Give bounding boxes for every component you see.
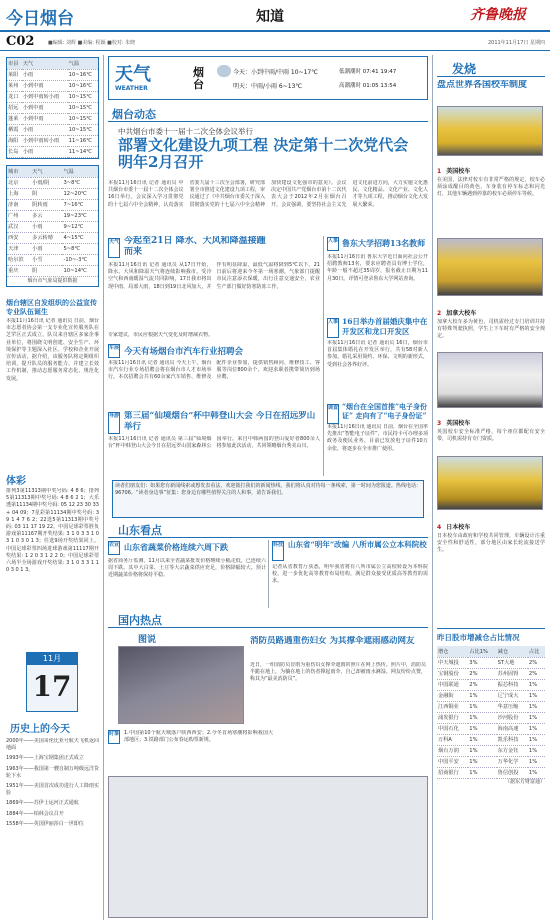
cell: 海南高速	[497, 723, 528, 734]
cell: 长岛	[7, 146, 22, 157]
news-headline: 部署文化建设九项工程 决定第十二次党代会明年2月召开	[118, 137, 409, 171]
cell: 3~8℃	[62, 177, 98, 188]
cell: 海阳	[7, 135, 22, 146]
cell: 1%	[528, 679, 545, 690]
cell: 占比	[528, 646, 545, 657]
bus-photo-3	[437, 352, 543, 408]
paper-section-title: 今日烟台	[6, 9, 74, 29]
cell: 沙河股份	[497, 712, 528, 723]
right-item	[437, 410, 545, 443]
cell: 1%	[468, 734, 496, 745]
ecard-title: “烟台在全国首推”电子身份证” 走向有了“电子身份证”	[342, 402, 428, 420]
cell: 3%	[468, 657, 496, 668]
shandong-a2-body: 记者从省教育厅获悉，明年我省将有八所市属公立高校转设为本科院校，进一步优化高等教育布局结构，满足群众接受优质高等教育的需求。	[272, 564, 428, 585]
history-item: 2000年——美国哥伦比亚号航天飞机返回地面	[6, 738, 99, 752]
news-lead: 本报11月16日讯 记者 通讯员 中共烟台市委十一届十二次全体会议16日举行。会议深入学习贯彻党的十七届六中全会精神，认真落实省委九届十三次全会部署，研究部署全市推进文化建设九项工程，审议通过了《中共烟台市委关于深入贯彻落实党的十七届六中全会精神加快建设文化强市的意见》。会议决定中国共产党烟台市第十二次代表大会于2012年2月在烟台召开。会议强调，要坚持社会主义先进文化前进方向，大力实施文化惠民、文化精品、文化产业、文化人才等九项工程，推动烟台文化大发展大繁荣。	[108, 180, 428, 208]
photo-label: 图说	[138, 635, 157, 645]
history-list	[6, 738, 99, 918]
table-row	[7, 69, 98, 80]
cell: 小到中雨	[22, 102, 68, 113]
table-row	[7, 243, 98, 254]
history-item: 1884年——柏林会议召开	[6, 810, 64, 817]
table-row	[437, 734, 545, 745]
ceremony-title: 16日举办首届婚庆集中在开发区和龙口开发区	[342, 317, 428, 336]
cold-extra: 专家建议，市民应根据天气变化及时增减衣物。	[108, 332, 214, 338]
cell: 1%	[468, 690, 496, 701]
table-row	[7, 221, 98, 232]
cell: 华意压缩	[497, 701, 528, 712]
history-item: 1558年——英国伊丽莎白一世即位	[6, 820, 84, 827]
shandong-section-label: 山东看点	[118, 524, 162, 537]
cell: 栖霞	[7, 124, 22, 135]
auto-body: 本报11月16日讯 记者 通讯员 今天上午，烟台市汽车行业专场招聘会将在烟台市人才市场举行。本次招聘会共有60余家汽车销售、维修及配件企业参加，提供销售顾问、维修技工、客服等岗位800余个，欢迎求职者携带简历到场应聘。	[108, 360, 320, 381]
cell: 10~14℃	[62, 265, 98, 276]
table-row	[437, 767, 545, 778]
cell: 振芯科技	[497, 679, 528, 690]
cell: 鲁信创投	[497, 767, 528, 778]
cell: 莱阳	[7, 69, 22, 80]
table-row	[7, 254, 98, 265]
cell: 9~12℃	[62, 221, 98, 232]
cell: 小雨	[31, 221, 62, 232]
cell: 中天城投	[437, 657, 468, 668]
cell: 2%	[528, 657, 545, 668]
col-header: 气温	[68, 58, 98, 69]
table-row	[7, 113, 98, 124]
item-number: 1	[437, 168, 442, 175]
table-row	[7, 177, 98, 188]
page-number: C02	[6, 34, 35, 49]
cell: 10~15℃	[68, 91, 98, 102]
guide-body: 本报11月16日讯 记者 通讯员 第三届“仙境烟台”杯中韩登山大会今日在招远罗山国家森林公园举行。来自中韩两国的登山爱好者800余人将参加此次活动，共同领略烟台秀美山川。	[108, 436, 320, 450]
history-item: 1993年——上海宝钢集团正式成立	[6, 755, 84, 762]
cell: 辽宁成大	[497, 690, 528, 701]
cell: 阴	[31, 188, 62, 199]
cell: 小到中雨转小雨	[22, 91, 68, 102]
section-label: 知道	[256, 9, 284, 25]
col-header: 市县	[7, 58, 22, 69]
right-title: 盘点世界各国校车制度	[437, 80, 528, 90]
item-number: 4	[437, 524, 442, 531]
cell: 万科A	[437, 734, 468, 745]
cell: 小到中雨	[22, 113, 68, 124]
cell: 凯乐科技	[497, 734, 528, 745]
cell: 浦发银行	[437, 712, 468, 723]
col-header: 气温	[62, 166, 98, 177]
guide-title: 第三届“仙境烟台”杯中韩登山大会 今日在招远罗山举行	[124, 411, 316, 432]
item-body: 加拿大校车多为黄色，司机需经过专门培训并持有特殊驾驶执照，学生上下车时有严格的安全规定。	[437, 319, 545, 340]
cell: 阴	[31, 265, 62, 276]
cell: 东方金钰	[497, 745, 528, 756]
cell: 小到中雨	[22, 80, 68, 91]
table-row	[437, 723, 545, 734]
cell: 1%	[528, 723, 545, 734]
col-header: 天气	[22, 58, 68, 69]
cell: 7~16℃	[62, 199, 98, 210]
history-title: 历史上的今天	[10, 724, 70, 735]
cell: 占比1%	[468, 646, 496, 657]
table-row	[7, 80, 98, 91]
table-row	[7, 265, 98, 276]
national-body: 近日，一组消防员冒雨为重伤妇女撑伞遮雨的照片在网上热传。照片中，消防员半跪在地上，为躺在地上的伤者撑起雨伞，自己却被雨水淋湿。网友纷纷点赞，称其为“最美消防员”。	[250, 662, 426, 683]
cell: 中国石化	[437, 723, 468, 734]
history-item: 1963年——我国第一艘自制万吨级远洋货轮下水	[6, 765, 99, 779]
bus-photo-4	[437, 456, 543, 510]
cold-body: 本报11月16日讯 记者 通讯员 从17日开始，降水、大风和降温天气将连续影响我市。受冷空气和西南暖湿气流共同影响，17日我市将出现中雨、局部大雨，18日到19日北风加大，并伴有明显降温，最低气温将降到5℃以下。21日前后将迎来今冬第一场寒潮。气象部门提醒市民注意添衣保暖，出行注意交通安全，农业生产部门做好防寒防冻工作。	[108, 262, 320, 290]
cell: 1%	[528, 756, 545, 767]
cell: 苏州固锝	[497, 668, 528, 679]
cell: 1%	[528, 734, 545, 745]
tide-high: 高潮潮时 01:05 13:54	[339, 83, 397, 89]
cell: 中国平安	[437, 756, 468, 767]
news-photo	[118, 646, 244, 724]
cell: 增仓	[437, 646, 468, 657]
table-row	[7, 146, 98, 157]
weather-box	[108, 56, 428, 100]
cell: 1%	[528, 745, 545, 756]
table-row	[437, 712, 545, 723]
cell: 招商银行	[437, 767, 468, 778]
shandong-a1-body: 据省商务厅监测，11月以来全省蔬菜批发价格继续小幅走低，已连续六周下跌。其中大白菜、土豆等大宗蔬菜供应充足，价格降幅较大。预计近期蔬菜价格将保持平稳。	[108, 558, 266, 579]
cell: 1%	[528, 712, 545, 723]
col-header: 天气	[31, 166, 62, 177]
weather-sub: WEATHER	[115, 85, 148, 92]
national-title: 消防员路遇重伤妇女 为其撑伞遮雨感动网友	[250, 636, 415, 646]
bus-photo-1	[437, 106, 543, 156]
cell: 小雨	[31, 243, 62, 254]
city-weather-table	[6, 57, 99, 159]
reader-notice: 读者们朋友们：如果您有新闻线索或想发表看法，欢迎拨打我们的新闻热线，我们将认真对待每一条线索，第一时间为您报道。热线电话：96706。“读者身边事”征集：您身边有哪些值得关注的人和事，请告诉我们。	[112, 480, 424, 518]
cell: 武汉	[7, 221, 31, 232]
cell: 宝钢股份	[437, 668, 468, 679]
weather-source: 烟台市气象局提供数据	[27, 277, 78, 284]
shandong-a2-title: 山东省“明年”改编 八所市属公立本科院校	[288, 540, 427, 549]
table-row	[437, 646, 545, 657]
cell: 万华化学	[497, 756, 528, 767]
cell: 10~15℃	[68, 113, 98, 124]
cell: 1%	[468, 712, 496, 723]
table-row	[437, 756, 545, 767]
table-row	[437, 668, 545, 679]
weather-tomorrow: 明天：中雨/小雨 6~13℃	[233, 83, 303, 90]
table-row	[7, 232, 98, 243]
recruit-body: 本报11月16日讯 鲁东大学近日面向社会公开招聘教师13名，要求应聘者具有博士学位，年龄一般不超过35周岁，报名截止日期为11月30日。详情可登录鲁东大学网站查询。	[327, 254, 428, 282]
cell: 中国联通	[437, 679, 468, 690]
cell: 小雨	[22, 69, 68, 80]
cold-title: 今起至21日 降水、大风和降温接踵而来	[124, 236, 266, 257]
recruit-tag: 人事	[327, 237, 339, 251]
cell: 1%	[468, 767, 496, 778]
table-row	[7, 135, 98, 146]
item-number: 2	[437, 310, 442, 317]
table-row	[7, 102, 98, 113]
weather-rain-icon	[217, 65, 231, 77]
table-row	[437, 690, 545, 701]
national-section-label: 国内热点	[118, 614, 162, 627]
weather-label: 天气	[115, 64, 151, 85]
table-row	[7, 124, 98, 135]
cell: 1%	[528, 701, 545, 712]
cell: 1%	[528, 767, 545, 778]
right-item	[437, 300, 545, 341]
page-meta: ■编辑: 刘辉 ■美编: 程颖 ■校对: 朱晓	[48, 40, 136, 46]
cell: -10~-3℃	[62, 254, 98, 265]
table-row	[437, 701, 545, 712]
shandong-a1-tag: 农业	[108, 541, 120, 555]
cell: 天津	[7, 243, 31, 254]
masthead	[0, 0, 550, 32]
cell: 小雨/阴	[31, 177, 62, 188]
cell: 小雪	[31, 254, 62, 265]
cell: 4~15℃	[62, 232, 98, 243]
cell: 西安	[7, 232, 31, 243]
cell: 招远	[7, 102, 22, 113]
cell: 19~23℃	[62, 210, 98, 221]
news-kicker: 中共烟台市委十一届十二次全体会议举行	[118, 127, 253, 136]
table-row	[7, 199, 98, 210]
history-item: 1869年——苏伊士运河正式通航	[6, 800, 79, 807]
news-section-label: 烟台动态	[112, 108, 156, 121]
cell: 蓬莱	[7, 113, 22, 124]
cell: 1%	[468, 756, 496, 767]
weather-today: 今天：小到中雨/中雨 10~17℃	[233, 69, 318, 76]
cell: 烟台万润	[437, 745, 468, 756]
cell: 江西铜业	[437, 701, 468, 712]
col-header: 城市	[7, 166, 31, 177]
cell: ST大地	[497, 657, 528, 668]
cell: 2%	[468, 679, 496, 690]
item-country: 英国校车	[446, 420, 471, 427]
national-a2-tag: 时事	[108, 730, 120, 744]
table-row	[437, 745, 545, 756]
item-country: 日本校车	[446, 524, 471, 531]
ceremony-tag: 人事	[327, 318, 339, 338]
recruit-title: 鲁东大学招聘13名教师	[342, 238, 426, 248]
national-a2-body: 1.中国第10个航天城落户陕西西安；2.今冬首场寒潮将影响我国大部地区；3.铁路部门公布春运购票新规。	[124, 730, 273, 744]
item-number: 3	[437, 420, 442, 427]
bus-photo-2	[437, 238, 543, 296]
shandong-a1-title: 山东省蔬菜价格连续六周下跌	[124, 542, 228, 552]
table-row	[7, 188, 98, 199]
cell: 阴转雨	[31, 199, 62, 210]
newspaper-logo: 齐鲁晚报	[470, 7, 526, 23]
date-day: 17	[32, 670, 72, 703]
auto-title: 今天有场烟台市汽车行业招聘会	[124, 347, 244, 357]
cell: 多云转晴	[31, 232, 62, 243]
cell: 减仓	[497, 646, 528, 657]
cell: 5~8℃	[62, 243, 98, 254]
right-item	[437, 158, 545, 199]
date-month: 11月	[27, 653, 77, 665]
left-story-body: 本报11月16日讯 记者 通讯员 日前，烟台市志愿者协会第一支专业化宣传服务队在芝罘区正式成立，队员来自辖区多家企事业单位，将围绕文明创建、安全生产、环境保护等主题深入社区、学校和企业开展宣传活动。据介绍，该服务队将定期组织培训，提升队员的服务能力，并建立长效工作机制，推动志愿服务常态化、规范化发展。	[6, 318, 99, 382]
stocks-note: （据东方财富通）	[504, 778, 545, 785]
item-country: 加拿大校车	[446, 310, 477, 317]
cell: 多云	[31, 210, 62, 221]
cell: 广州	[7, 210, 31, 221]
stocks-table	[437, 646, 545, 786]
cell: 上海	[7, 188, 31, 199]
cold-tag: 天气	[108, 238, 120, 258]
table-row	[437, 679, 545, 690]
cell: 哈尔滨	[7, 254, 31, 265]
cell: 10~16℃	[68, 80, 98, 91]
tide-low: 低潮潮时 07:41 19:47	[339, 69, 397, 75]
ecard-tag: 调查	[327, 404, 339, 424]
right-section-label: 发烧	[452, 62, 477, 76]
cell: 莱州	[7, 80, 22, 91]
cell: 1%	[468, 723, 496, 734]
stocks-title: 昨日股市增减仓占比情况	[437, 633, 520, 642]
cell: 2%	[468, 668, 496, 679]
guide-tag: 导游	[108, 412, 120, 434]
history-item: 1951年——美国首次成功进行人工降雨实验	[6, 783, 99, 797]
cell: 11~14℃	[68, 146, 98, 157]
sports-title: 体彩	[6, 476, 26, 487]
cell: 10~15℃	[68, 102, 98, 113]
ad-image	[108, 776, 428, 918]
cell: 北京	[7, 177, 31, 188]
item-body: 在美国，法律对校车有非常严格的规定，校车必须涂成醒目的黄色，车身装有停车标志和闪光灯，其他车辆遇到停靠的校车必须停车等候。	[437, 177, 545, 198]
cell: 小雨	[22, 146, 68, 157]
cell: 1%	[468, 745, 496, 756]
cell: 1%	[468, 701, 496, 712]
national-weather-table	[6, 165, 99, 287]
item-country: 美国校车	[446, 168, 471, 175]
cell: 1%	[528, 690, 545, 701]
cell: 小雨	[22, 124, 68, 135]
item-body: 日本校车由政府和学校共同管理，车辆设计注重安全性和舒适性，部分地区由家长轮流接送学生。	[437, 533, 545, 554]
shandong-a2-tag: 科技	[272, 541, 284, 561]
cell: 2%	[528, 668, 545, 679]
weather-city: 烟台	[193, 66, 204, 91]
cell: 12~20℃	[62, 188, 98, 199]
ecard-body: 本报11月16日讯 通讯员 日前，烟台在全国率先推出“智能电子证件”，市民持卡可办理多项政务及便民业务。目前已发放电子证件10万余张，将逐步在全市推广使用。	[327, 424, 428, 452]
cell: 金融街	[437, 690, 468, 701]
cell: 济南	[7, 199, 31, 210]
cell: 10~16℃	[68, 69, 98, 80]
right-item	[437, 514, 545, 555]
page-date: 2011年11月17日 星期四	[487, 40, 545, 46]
date-block	[26, 652, 78, 712]
cell: 10~15℃	[68, 124, 98, 135]
table-row	[7, 91, 98, 102]
table-row	[437, 657, 545, 668]
cell: 11~16℃	[68, 135, 98, 146]
item-body: 英国校车安全标准严格，每个座位都配有安全带，司机需持有专门资质。	[437, 429, 545, 443]
ceremony-body: 本报11月16日讯 记者 通讯员 16日，烟台市首届集体婚礼在开发区举行，共有58对新人参加。婚礼采用简约、环保、文明的新形式，受到社会各界好评。	[327, 340, 428, 368]
cell: 龙口	[7, 91, 22, 102]
table-row	[7, 210, 98, 221]
left-story-title: 烟台辖区自发组织的公益宣传专业队伍诞生	[6, 298, 97, 316]
sports-body: 排列3第11313期中奖号码: 4 8 6；排列5第11313期中奖号码: 4 8 6 2 1；大乐透第11134期中奖号码: 05 12 23 30 33 + 04 09；7星彩第11134期中奖号码: 3 9 1 4 7 6 2；22选5第11313期中奖号码: 03 11 17 19 22。中国足球彩票胜负游戏第11167期开奖结果: 3 1 0 3 3 1 0 3 1 0 3 0 1 3；任选9场开奖结果同上。中国足球彩票四场进球游戏第11117期开奖结果: 1 2 0 3 1 2 2 0；中国足球彩票六场半全场游戏开奖结果: 3 1 0 3 3 1 1 0 3 0 1 3。	[6, 488, 99, 574]
cell: 小到中雨转小雨	[22, 135, 68, 146]
auto-tag: 车展	[108, 344, 120, 358]
cell: 重庆	[7, 265, 31, 276]
